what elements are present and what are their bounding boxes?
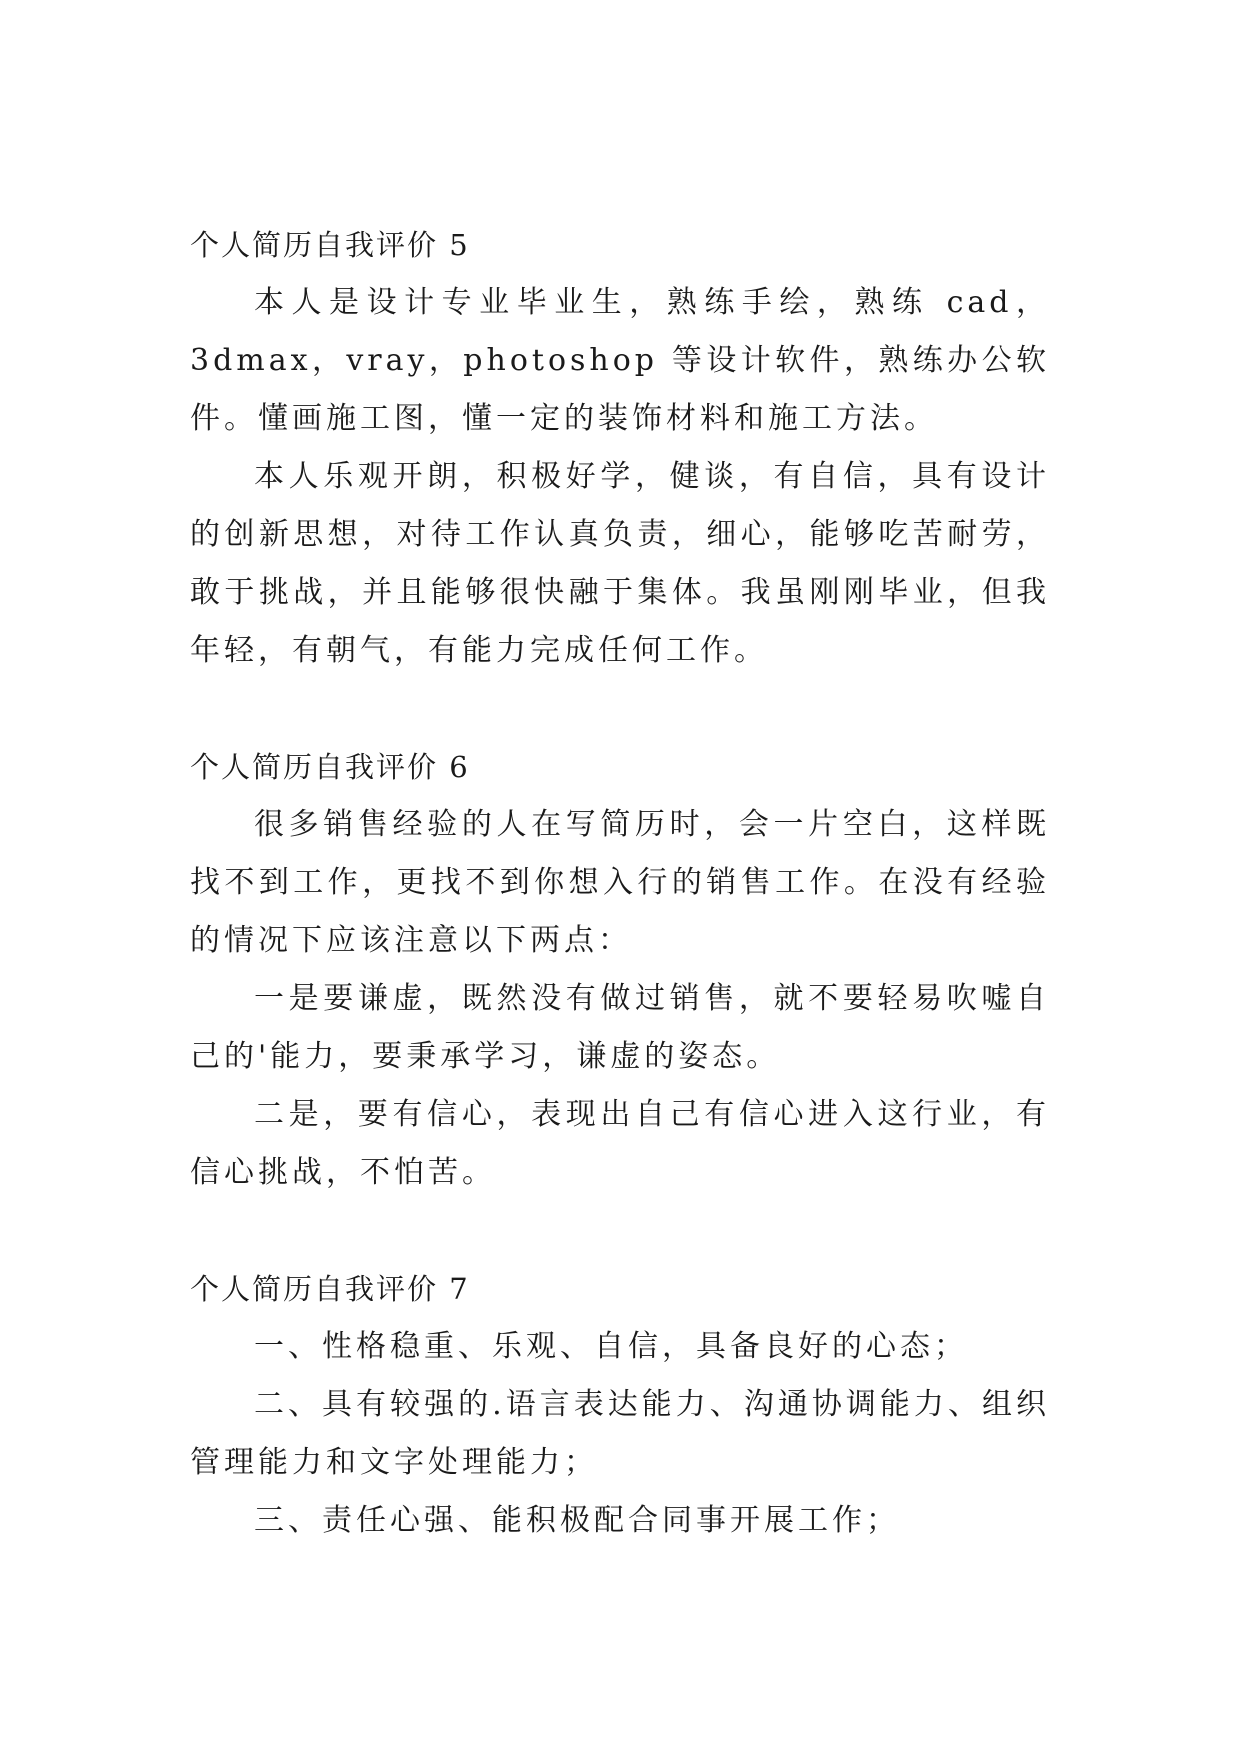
paragraph: 一、性格稳重、乐观、自信，具备良好的心态； xyxy=(254,1329,968,1364)
section-self-evaluation-7 xyxy=(190,1260,1050,1550)
paragraph: 二是，要有信心，表现出自己有信心进入这行业，有信心挑战，不怕苦。 xyxy=(190,1097,1050,1190)
section-heading: 个人简历自我评价 6 xyxy=(190,750,470,784)
paragraph: 本人是设计专业毕业生，熟练手绘，熟练 cad，3dmax，vray，photoshop 等设计软件，熟练办公软件。懂画施工图，懂一定的装饰材料和施工方法。 xyxy=(190,285,1050,436)
section-self-evaluation-5 xyxy=(190,216,1050,680)
section-self-evaluation-6 xyxy=(190,738,1050,1202)
paragraph: 很多销售经验的人在写简历时，会一片空白，这样既找不到工作，更找不到你想入行的销售工作。在没有经验的情况下应该注意以下两点： xyxy=(190,807,1050,958)
section-heading: 个人简历自我评价 7 xyxy=(190,1272,470,1306)
paragraph: 本人乐观开朗，积极好学，健谈，有自信，具有设计的创新思想，对待工作认真负责，细心，能够吃苦耐劳，敢于挑战，并且能够很快融于集体。我虽刚刚毕业，但我年轻，有朝气，有能力完成任何工作。 xyxy=(190,459,1050,668)
paragraph: 二、具有较强的.语言表达能力、沟通协调能力、组织管理能力和文字处理能力； xyxy=(190,1387,1050,1480)
paragraph: 一是要谦虚，既然没有做过销售，就不要轻易吹嘘自己的'能力，要秉承学习，谦虚的姿态。 xyxy=(190,981,1050,1074)
document-body xyxy=(190,216,1050,1550)
section-heading: 个人简历自我评价 5 xyxy=(190,228,470,262)
paragraph: 三、责任心强、能积极配合同事开展工作； xyxy=(254,1503,900,1538)
